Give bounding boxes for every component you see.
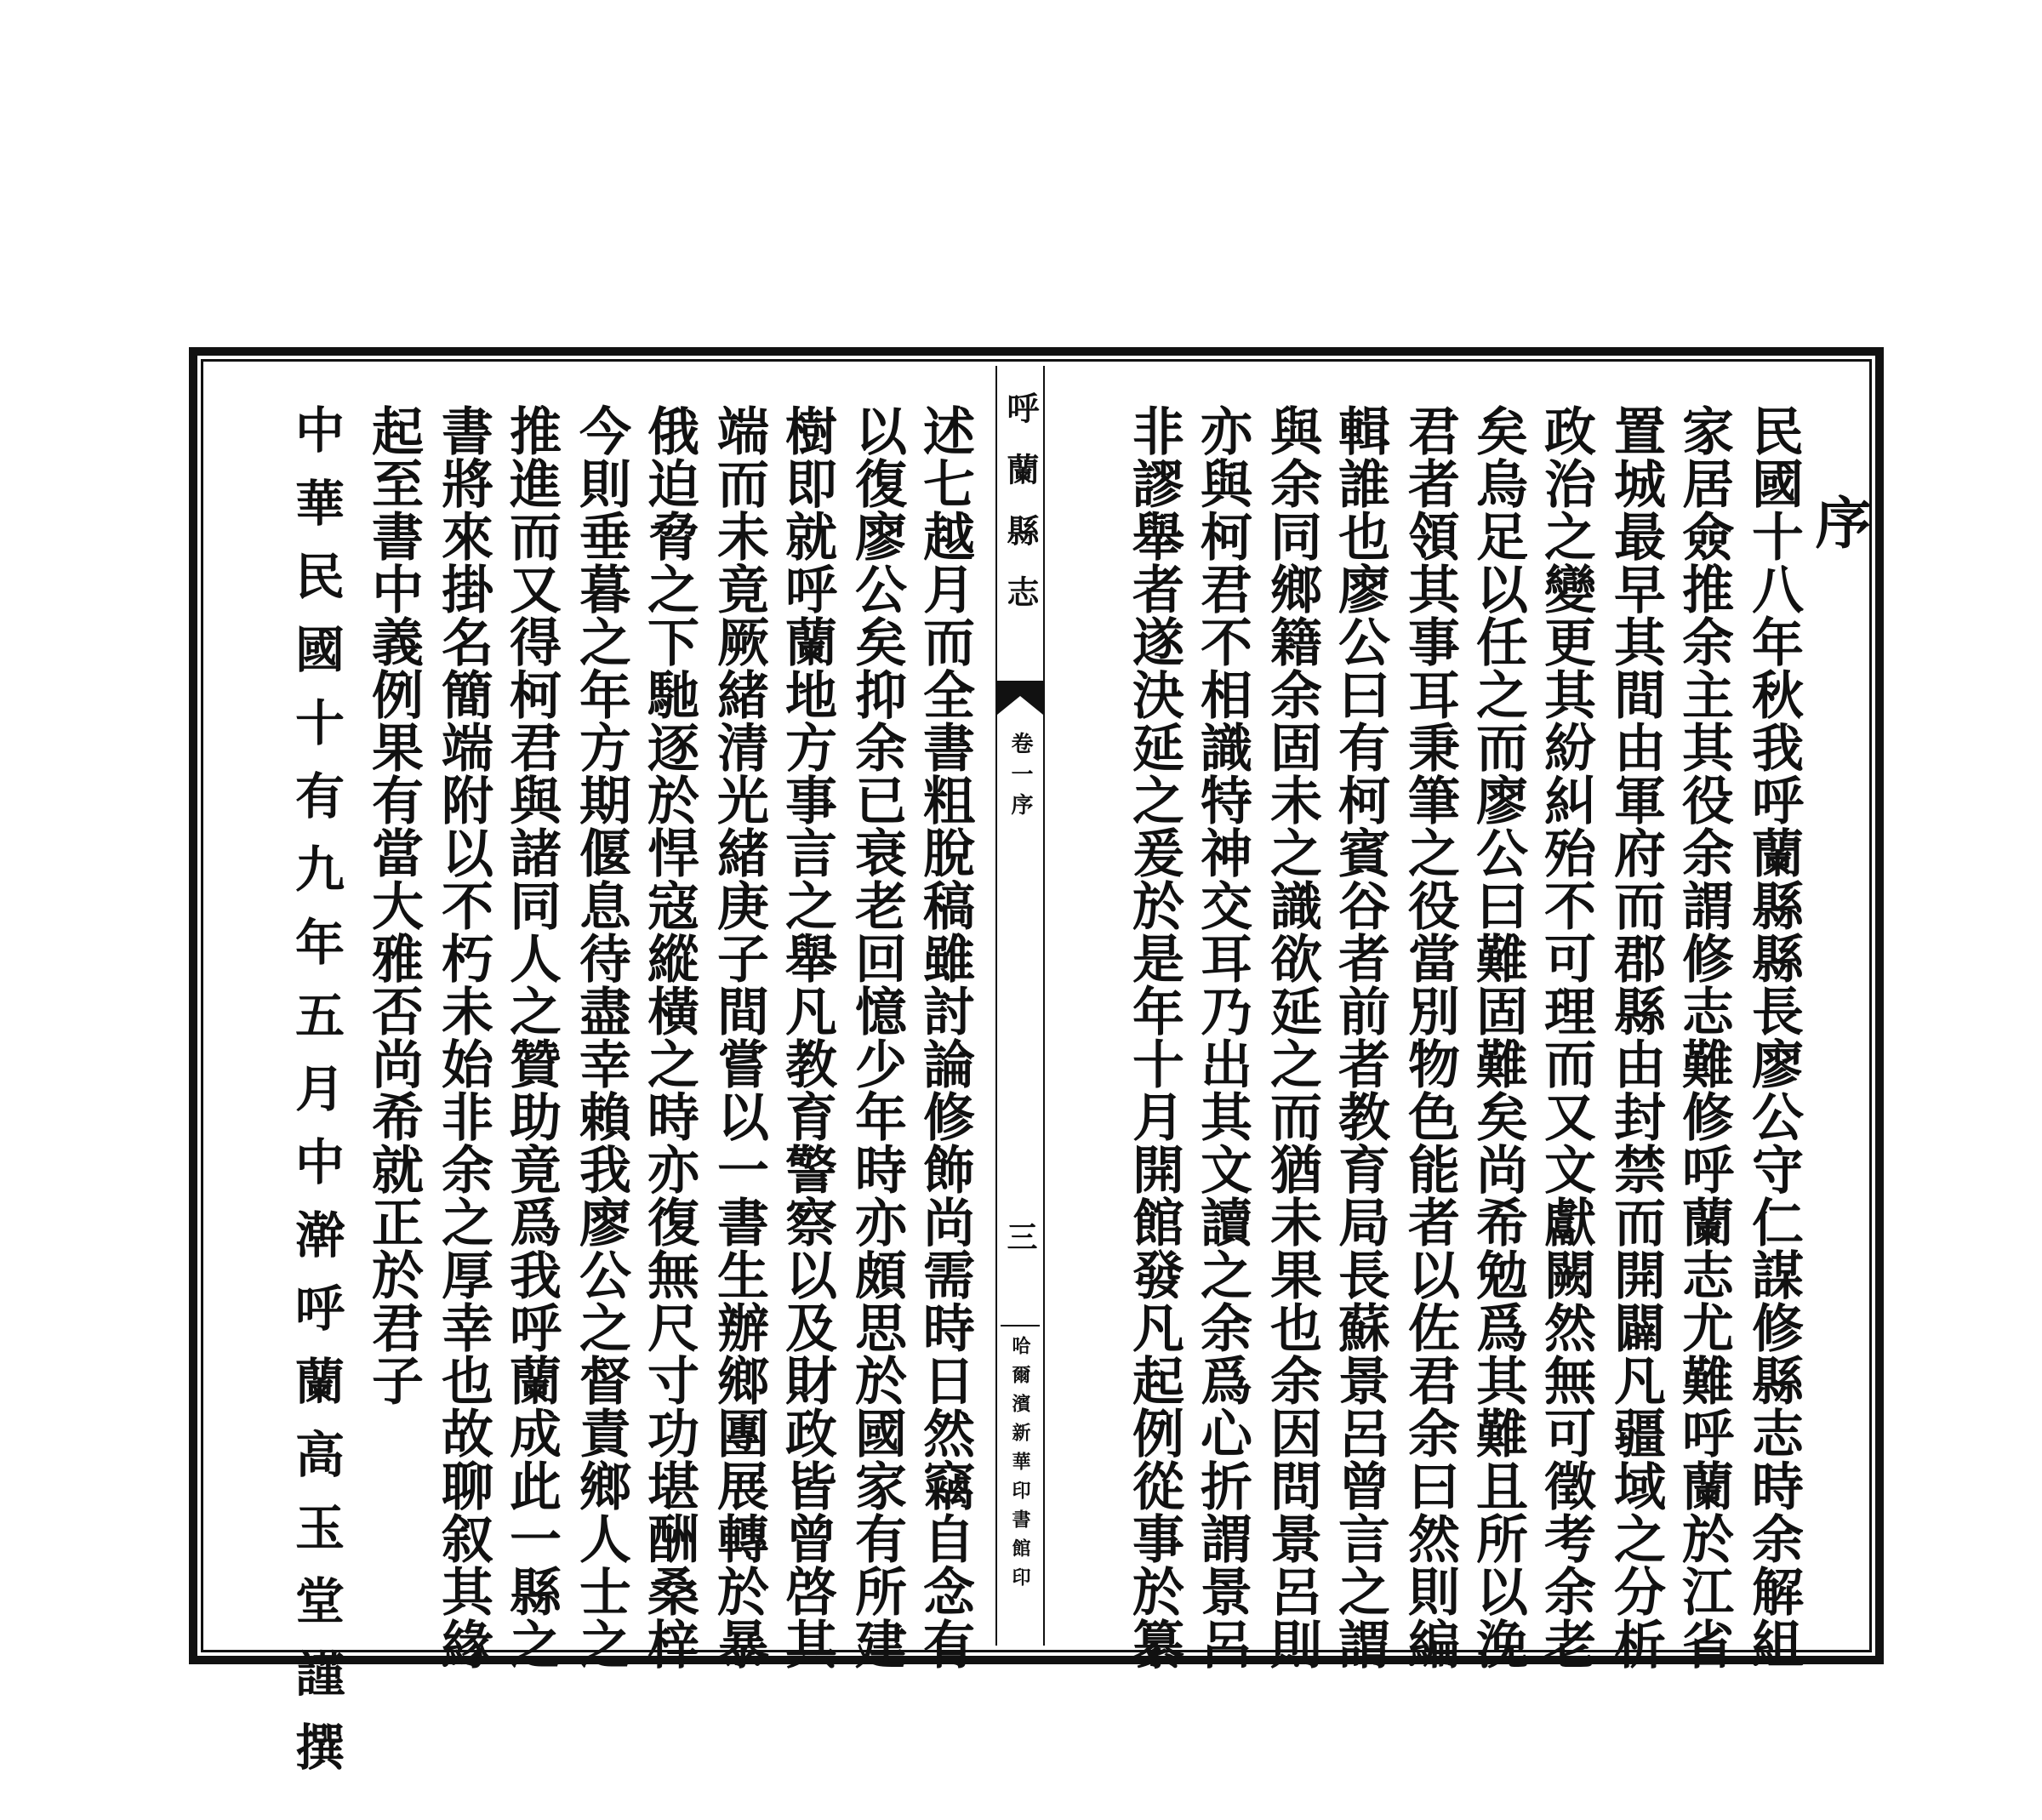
text-column: 樹即就呼蘭地方事言之舉凡教育警察以及財政皆曾啓其	[777, 404, 837, 1670]
text-column: 以復廖公矣抑余已衰老回憶少年時亦頗思於國家有所建	[847, 404, 907, 1670]
text-column: 輯誰也廖公曰有柯賓谷者前者教育局長蘇景呂曾言之謂	[1330, 404, 1390, 1670]
gutter-juan-label: 卷一序	[1007, 732, 1033, 824]
signature-date-line: 中華民國十有九年五月中澣呼蘭高玉堂謹撰	[287, 404, 345, 1794]
text-column: 置城最早其間由軍府而郡縣由封禁而開闢凡疆域之分析	[1606, 404, 1666, 1670]
text-column: 今則垂暮之年方期偃息待盡幸賴我廖公之督責鄉人士之	[571, 404, 631, 1670]
text-column: 亦與柯君不相識特神交耳乃出其文讀之余爲心折謂景呂	[1192, 404, 1252, 1670]
text-column: 政治之變更其紛糾殆不可理而又文獻闕然無可徵考余老	[1536, 404, 1596, 1670]
text-column: 民國十八年秋我呼蘭縣縣長廖公守仁謀修縣志時余解組	[1743, 404, 1804, 1670]
text-column: 與余同鄉籍余固未之識欲延之而猶未果也余因問景呂則	[1262, 404, 1322, 1670]
text-column: 述七越月而全書粗脫稿雖討論修飾尚需時日然竊自念有	[915, 404, 975, 1670]
text-column: 矣烏足以任之而廖公曰難固難矣尚希勉爲其難且所以浼	[1468, 404, 1528, 1670]
fish-tail-mark-icon	[997, 681, 1043, 715]
text-column: 非謬舉者遂決延之爰於是年十月開館發凡起例從事於纂	[1124, 404, 1184, 1670]
text-column: 俄迫脅之下馳逐於悍寇縱橫之時亦復無尺寸功堪酬桑梓	[639, 404, 699, 1670]
text-column: 家居僉推余主其役余謂修志難修呼蘭志尤難呼蘭於江省	[1674, 404, 1734, 1670]
text-column: 推進而又得柯君與諸同人之贊助竟爲我呼蘭成此一縣之	[501, 404, 562, 1670]
text-column: 書將來掛名簡端附以不朽未始非余之厚幸也故聊叙其緣	[433, 404, 493, 1670]
right-page	[1045, 366, 1872, 1670]
gutter-printer: 哈爾濱新華印書館印	[1009, 1336, 1031, 1596]
center-gutter	[995, 366, 1045, 1646]
text-column: 端而未竟厥緒清光緒庚子間嘗以一書生辦鄉團展轉於暴	[709, 404, 769, 1670]
preface-title: 序	[1805, 494, 1872, 550]
gutter-book-title: 呼蘭縣志	[1001, 391, 1040, 636]
text-column: 起至書中義例果有當大雅否尚希就正於君子	[363, 404, 424, 1406]
left-page	[208, 366, 995, 1794]
gutter-page-number: 三	[1002, 1221, 1038, 1252]
text-column: 君者領其事耳秉筆之役當別物色能者以佐君余曰然則編	[1400, 404, 1460, 1670]
gutter-divider	[1001, 1325, 1040, 1326]
